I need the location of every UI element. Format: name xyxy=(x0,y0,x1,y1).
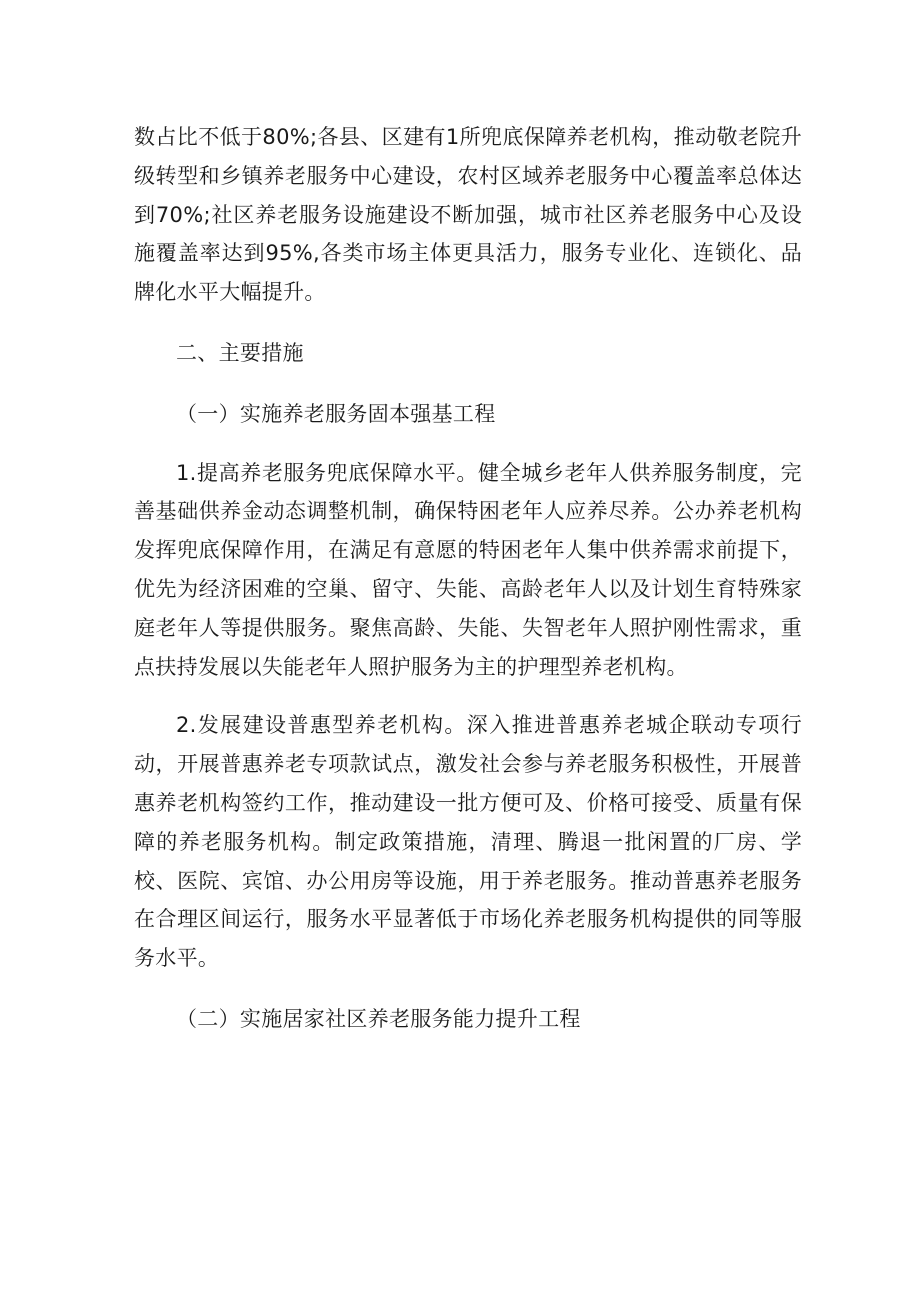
subsection-heading-1: （一）实施养老服务固本强基工程 xyxy=(176,401,496,426)
intro-paragraph: 数占比不低于80%;各县、区建有1所兜底保障养老机构，推动敬老院升级转型和乡镇养老服务中心建设，农村区域养老服务中心覆盖率总体达到70%;社区养老服务设施建设不断加强，城市社区养老服务中心及设施覆盖率达到95%,各类市场主体更具活力，服务专业化、连锁化、品牌化水平大幅提升。 xyxy=(134,125,802,305)
section-heading-main-measures: 二、主要措施 xyxy=(176,340,304,365)
document-body xyxy=(134,118,802,1039)
subsection-heading-2: （二）实施居家社区养老服务能力提升工程 xyxy=(176,1006,581,1031)
paragraph-item-2: 2.发展建设普惠型养老机构。深入推进普惠养老城企联动专项行动，开展普惠养老专项款试点，激发社会参与养老服务积极性，开展普惠养老机构签约工作，推动建设一批方便可及、价格可接受、质量有保障的养老服务机构。制定政策措施，清理、腾退一批闲置的厂房、学校、医院、宾馆、办公用房等设施，用于养老服务。推动普惠养老服务在合理区间运行，服务水平显著低于市场化养老服务机构提供的同等服务水平。 xyxy=(134,713,802,971)
paragraph-item-1: 1.提高养老服务兜底保障水平。健全城乡老年人供养服务制度，完善基础供养金动态调整机制，确保特困老年人应养尽养。公办养老机构发挥兜底保障作用，在满足有意愿的特困老年人集中供养需求前提下，优先为经济困难的空巢、留守、失能、高龄老年人以及计划生育特殊家庭老年人等提供服务。聚焦高龄、失能、失智老年人照护刚性需求，重点扶持发展以失能老年人照护服务为主的护理型养老机构。 xyxy=(134,460,802,679)
